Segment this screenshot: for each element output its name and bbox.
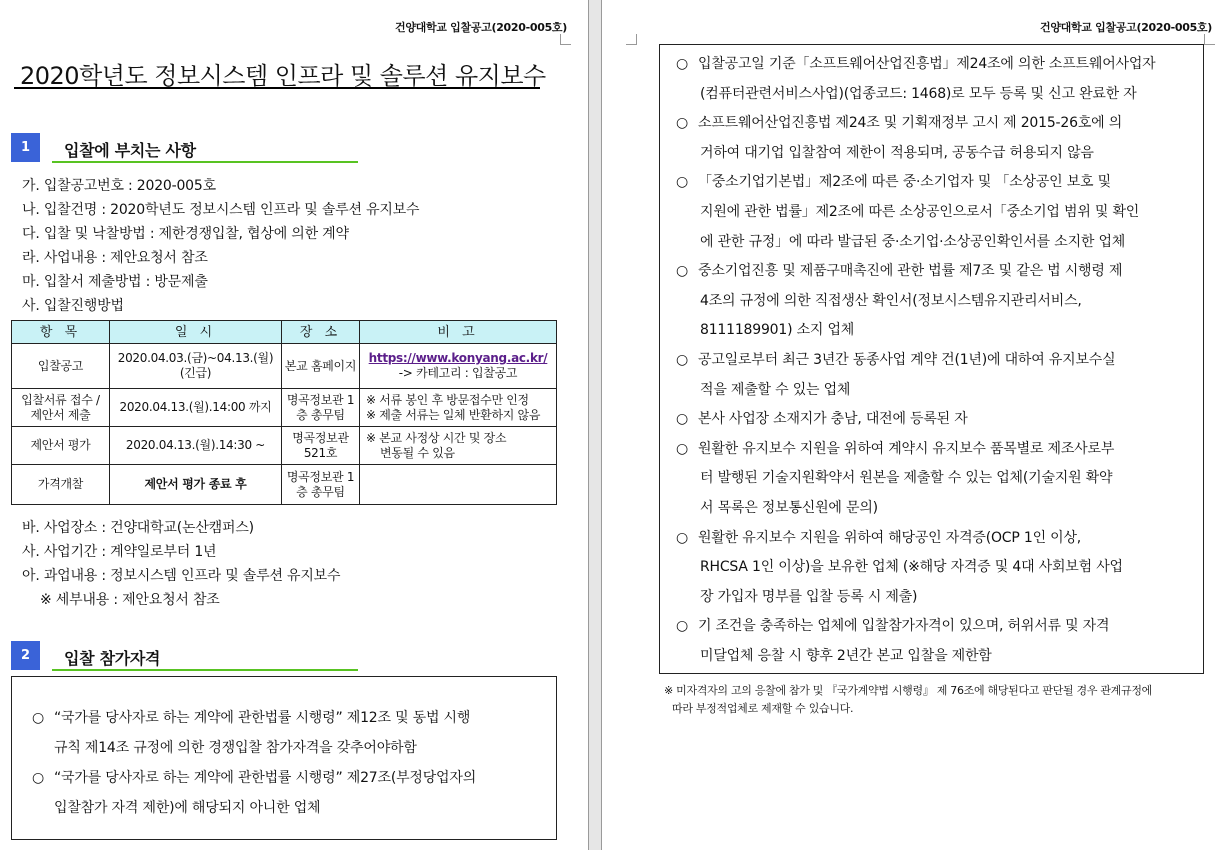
table-cell: 입찰서류 접수 / 제안서 제출 <box>12 389 110 427</box>
table-cell <box>360 344 557 389</box>
bullet-icon: ○ <box>676 411 689 428</box>
eligibility-line: 8111189901) 소지 업체 <box>700 322 855 339</box>
title-underline <box>14 87 540 89</box>
table-cell: 가격개찰 <box>12 465 110 505</box>
item-line: ※ 세부내용 : 제안요청서 참조 <box>40 592 220 608</box>
eligibility-line <box>32 767 476 787</box>
footnote: ※ 미자격자의 고의 응찰에 참가 및 『국가계약법 시행령』 제 76조에 해당된다고 판단될 경우 관계규정에 <box>664 684 1152 697</box>
section-number: 2 <box>11 641 40 670</box>
eligibility-line <box>676 408 968 428</box>
item-line: 나. 입찰건명 : 2020학년도 정보시스템 인프라 및 솔루션 유지보수 <box>22 202 420 218</box>
eligibility-line <box>676 112 1122 132</box>
bullet-icon: ○ <box>676 56 689 72</box>
eligibility-line <box>676 349 1115 369</box>
table-header-cell: 항 목 <box>12 321 110 344</box>
eligibility-line: 터 발행된 기술지원확약서 원본을 제출할 수 있는 업체(기술지원 확약 <box>700 470 1113 487</box>
line-text: “국가를 당사자로 하는 계약에 관한법률 시행령” 제27조(부정당업자의 <box>54 770 477 786</box>
eligibility-line: 지원에 관한 법률」제2조에 따른 소상공인으로서「중소기업 범위 및 확인 <box>700 204 1140 220</box>
document-title: 2020학년도 정보시스템 인프라 및 솔루션 유지보수 <box>20 62 546 90</box>
table-cell: 제안서 평가 종료 후 <box>110 465 282 505</box>
line-text: 중소기업진흥 및 제품구매촉진에 관한 법률 제7조 및 같은 법 시행령 제 <box>698 263 1123 280</box>
eligibility-line: 적을 제출할 수 있는 업체 <box>700 381 851 398</box>
table-row <box>12 389 557 427</box>
bullet-icon: ○ <box>32 770 45 786</box>
table-cell <box>360 465 557 505</box>
section-title: 입찰에 부치는 사항 <box>64 141 196 160</box>
note-text: 변동될 수 있음 <box>380 445 455 460</box>
line-text: “국가를 당사자로 하는 계약에 관한법률 시행령” 제12조 및 동법 시행 <box>54 710 471 726</box>
table-cell: 입찰공고 <box>12 344 110 389</box>
eligibility-line: 미달업체 응찰 시 향후 2년간 본교 입찰을 제한함 <box>700 648 992 664</box>
section-title: 입찰 참가자격 <box>64 649 161 668</box>
eligibility-line: 규칙 제14조 규정에 의한 경쟁입찰 참가자격을 갖추어야하함 <box>54 740 417 756</box>
eligibility-line <box>676 527 1081 547</box>
eligibility-line <box>676 438 1114 458</box>
table-cell: 명곡정보관 521호 <box>282 427 360 465</box>
page-header: 건양대학교 입찰공고(2020-005호) <box>1040 21 1212 34</box>
bullet-icon: ○ <box>676 352 689 368</box>
line-text: 원활한 유지보수 지원을 위하여 계약시 유지보수 품목별로 제조사로부 <box>698 440 1115 457</box>
table-cell: 명곡정보관 1층 총무팀 <box>282 465 360 505</box>
bullet-icon: ○ <box>676 529 689 546</box>
line-text: 입찰공고일 기준「소프트웨어산업진흥법」제24조에 의한 소프트웨어사업자 <box>698 56 1156 72</box>
line-text: 공고일로부터 최근 3년간 동종사업 계약 건(1년)에 대하여 유지보수실 <box>698 352 1116 368</box>
page-header: 건양대학교 입찰공고(2020-005호) <box>395 21 567 34</box>
item-line: 라. 사업내용 : 제안요청서 참조 <box>22 250 208 266</box>
table-row <box>12 427 557 465</box>
table-cell: 제안서 평가 <box>12 427 110 465</box>
table-header-cell: 비 고 <box>360 321 557 344</box>
eligibility-line: 장 가입자 명부를 입찰 등록 시 제출) <box>700 588 918 605</box>
document-page-left <box>0 0 588 850</box>
table-row <box>12 465 557 505</box>
bullet-icon: ○ <box>676 115 689 132</box>
note-text: ※ 서류 봉인 후 방문접수만 인정 <box>366 392 529 407</box>
bullet-icon: ○ <box>676 174 689 191</box>
page-gutter <box>588 0 602 850</box>
crop-mark <box>1204 34 1215 45</box>
eligibility-line: 에 관한 규정」에 따라 발급된 중·소기업·소상공인확인서를 소지한 업체 <box>700 233 1126 250</box>
eligibility-line <box>32 707 470 727</box>
section-underline <box>52 161 358 163</box>
bullet-icon: ○ <box>32 710 45 726</box>
item-line: 아. 과업내용 : 정보시스템 인프라 및 솔루션 유지보수 <box>22 568 341 584</box>
table-cell: 2020.04.03.(금)~04.13.(월) (긴급) <box>110 344 282 389</box>
item-line: 사. 사업기간 : 계약일로부터 1년 <box>22 544 217 560</box>
footnote: 따라 부정적업체로 제재할 수 있습니다. <box>672 702 854 715</box>
table-cell: 2020.04.13.(월).14:00 까지 <box>110 389 282 427</box>
table-header-cell: 장 소 <box>282 321 360 344</box>
line-text: 본사 사업장 소재지가 충남, 대전에 등록된 자 <box>698 411 968 428</box>
section-underline <box>52 669 358 671</box>
eligibility-line: 거하여 대기업 입찰참여 제한이 적용되며, 공동수급 허용되지 않음 <box>700 144 1094 161</box>
table-cell: 2020.04.13.(월).14:30 ~ <box>110 427 282 465</box>
line-text: 「중소기업기본법」제2조에 따른 중·소기업자 및 「소상공인 보호 및 <box>698 174 1111 191</box>
eligibility-line: 4조의 규정에 의한 직접생산 확인서(정보시스템유지관리서비스, <box>700 292 1082 309</box>
note-text: ※ 제출 서류는 일체 반환하지 않음 <box>366 407 541 422</box>
section-number: 1 <box>11 133 40 162</box>
item-line: 다. 입찰 및 낙찰방법 : 제한경쟁입찰, 협상에 의한 계약 <box>22 226 349 242</box>
note-text: ※ 본교 사정상 시간 및 장소 <box>366 430 507 445</box>
table-row <box>12 344 557 389</box>
table-header-row <box>12 321 557 344</box>
eligibility-line: 입찰참가 자격 제한)에 해당되지 아니한 업체 <box>54 800 321 816</box>
table-cell <box>360 427 557 465</box>
eligibility-line <box>676 53 1155 73</box>
website-link[interactable]: https://www.konyang.ac.kr/ <box>368 351 548 365</box>
note-text: -> 카테고리 : 입찰공고 <box>398 366 518 380</box>
crop-mark <box>626 34 637 45</box>
bullet-icon: ○ <box>676 618 689 635</box>
schedule-table <box>11 320 557 505</box>
bullet-icon: ○ <box>676 263 689 280</box>
item-line: 마. 입찰서 제출방법 : 방문제출 <box>22 274 208 290</box>
table-cell: 명곡정보관 1층 총무팀 <box>282 389 360 427</box>
item-line: 사. 입찰진행방법 <box>22 298 124 314</box>
eligibility-line: 서 목록은 정보통신원에 문의) <box>700 500 878 516</box>
eligibility-line: RHCSA 1인 이상)을 보유한 업체 (※해당 자격증 및 4대 사회보험 사업 <box>700 559 1123 576</box>
item-line: 가. 입찰공고번호 : 2020-005호 <box>22 178 216 194</box>
item-line: 바. 사업장소 : 건양대학교(논산캠퍼스) <box>22 520 254 536</box>
line-text: 기 조건을 충족하는 업체에 입찰참가자격이 있으며, 허위서류 및 자격 <box>698 618 1110 635</box>
eligibility-line <box>676 171 1111 191</box>
bullet-icon: ○ <box>676 440 689 457</box>
line-text: 소프트웨어산업진흥법 제24조 및 기획재정부 고시 제 2015-26호에 의 <box>698 115 1123 132</box>
table-cell <box>360 389 557 427</box>
table-header-cell: 일 시 <box>110 321 282 344</box>
eligibility-line <box>676 615 1109 635</box>
crop-mark <box>560 34 571 45</box>
eligibility-box <box>659 44 1204 674</box>
eligibility-box <box>11 676 557 840</box>
eligibility-line: (컴퓨터관련서비스사업)(업종코드: 1468)로 모두 등록 및 신고 완료한 자 <box>700 85 1137 102</box>
document-page-right <box>602 0 1220 850</box>
line-text: 원활한 유지보수 지원을 위하여 해당공인 자격증(OCP 1인 이상, <box>698 529 1082 546</box>
table-cell: 본교 홈페이지 <box>282 344 360 389</box>
eligibility-line <box>676 260 1122 280</box>
